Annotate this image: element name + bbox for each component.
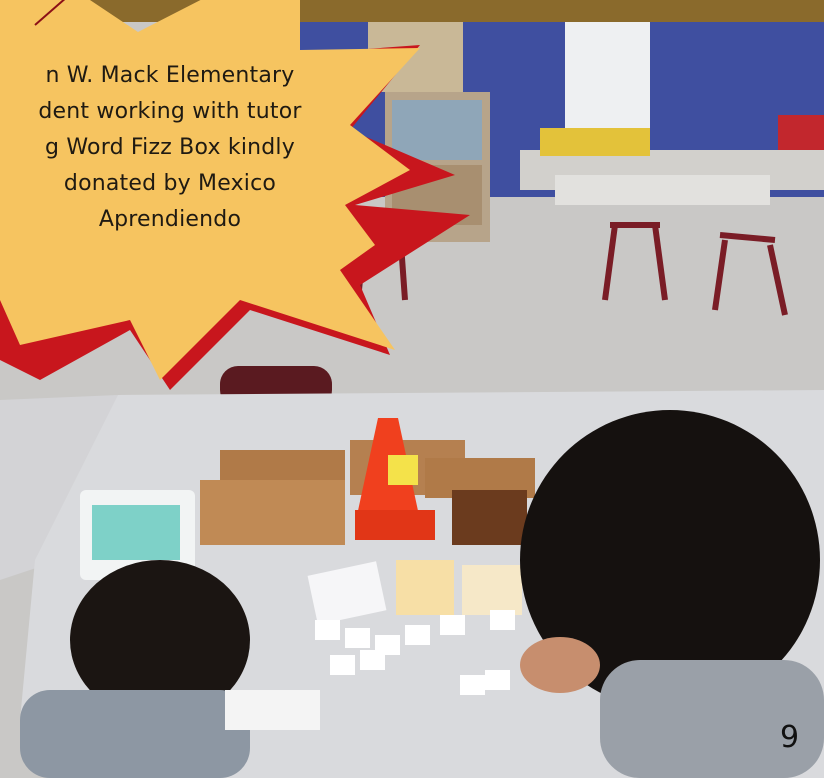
top-border-strip [0,0,824,22]
traffic-cone-base [355,510,435,540]
caption-line-1: n W. Mack Elementary [45,63,295,88]
tutor-body [600,660,824,778]
student-left-body [20,690,250,778]
page-number: 9 [780,720,800,755]
caption-line-4: donated by Mexico [63,171,277,196]
caption-line-3: g Word Fizz Box kindly [45,135,295,160]
side-table [555,175,770,205]
tutor-hand [520,637,600,693]
bookshelf-books [392,100,482,160]
whiteboard [565,22,650,132]
caption-line-5: Aprendiendo [98,207,242,232]
caption-line-2: dent working with tutor [38,99,302,124]
starburst-caption [0,58,360,238]
red-supply-bin [778,115,824,150]
back-table-supplies [540,128,650,156]
cone-sticky-note [388,455,418,485]
word-fizz-box-label [92,505,180,560]
paper-sheet [225,690,320,730]
